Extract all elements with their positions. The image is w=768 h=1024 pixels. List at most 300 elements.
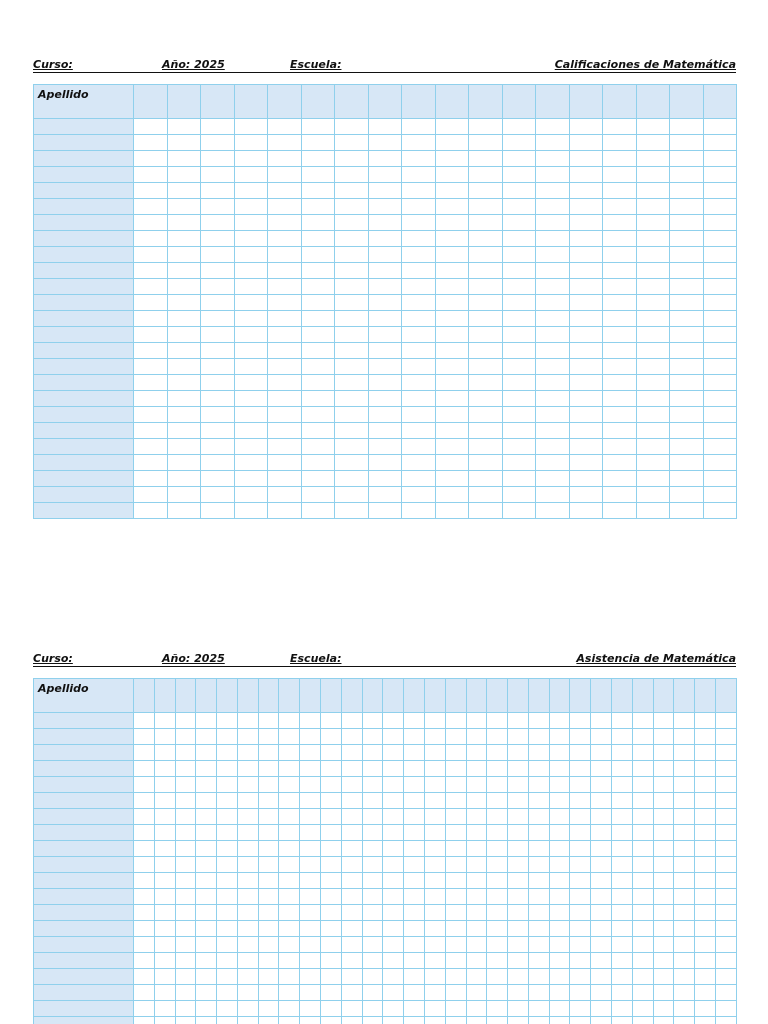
- grid-cell[interactable]: [636, 471, 670, 487]
- grid-cell[interactable]: [487, 905, 508, 921]
- grid-cell[interactable]: [268, 343, 302, 359]
- grid-cell[interactable]: [134, 135, 168, 151]
- grid-cell[interactable]: [335, 503, 369, 519]
- student-name-cell[interactable]: [34, 889, 134, 905]
- grid-cell[interactable]: [715, 969, 736, 985]
- student-name-cell[interactable]: [34, 391, 134, 407]
- grid-cell[interactable]: [258, 937, 279, 953]
- grid-cell[interactable]: [695, 937, 716, 953]
- grid-cell[interactable]: [383, 745, 404, 761]
- grid-cell[interactable]: [300, 905, 321, 921]
- grid-cell[interactable]: [435, 471, 469, 487]
- grid-cell[interactable]: [268, 167, 302, 183]
- grid-cell[interactable]: [368, 183, 402, 199]
- grid-cell[interactable]: [404, 873, 425, 889]
- grid-cell[interactable]: [321, 761, 342, 777]
- grid-cell[interactable]: [528, 745, 549, 761]
- grid-cell[interactable]: [674, 857, 695, 873]
- header-cell[interactable]: [549, 679, 570, 713]
- grid-cell[interactable]: [569, 135, 603, 151]
- grid-cell[interactable]: [279, 921, 300, 937]
- grid-cell[interactable]: [217, 1001, 238, 1017]
- grid-cell[interactable]: [268, 327, 302, 343]
- grid-cell[interactable]: [611, 1001, 632, 1017]
- grid-cell[interactable]: [321, 889, 342, 905]
- grid-cell[interactable]: [368, 391, 402, 407]
- grid-cell[interactable]: [670, 311, 704, 327]
- grid-cell[interactable]: [300, 729, 321, 745]
- grid-cell[interactable]: [570, 857, 591, 873]
- grid-cell[interactable]: [362, 937, 383, 953]
- student-name-cell[interactable]: [34, 215, 134, 231]
- grid-cell[interactable]: [301, 119, 335, 135]
- grid-cell[interactable]: [591, 793, 612, 809]
- grid-cell[interactable]: [301, 407, 335, 423]
- grid-cell[interactable]: [341, 937, 362, 953]
- grid-cell[interactable]: [632, 905, 653, 921]
- grid-cell[interactable]: [234, 167, 268, 183]
- grid-cell[interactable]: [570, 1001, 591, 1017]
- grid-cell[interactable]: [569, 183, 603, 199]
- grid-cell[interactable]: [528, 921, 549, 937]
- header-cell[interactable]: [196, 679, 217, 713]
- grid-cell[interactable]: [368, 455, 402, 471]
- grid-cell[interactable]: [134, 921, 155, 937]
- grid-cell[interactable]: [154, 969, 175, 985]
- grid-cell[interactable]: [237, 953, 258, 969]
- grid-cell[interactable]: [469, 135, 503, 151]
- grid-cell[interactable]: [591, 1017, 612, 1024]
- grid-cell[interactable]: [383, 825, 404, 841]
- grid-cell[interactable]: [536, 359, 570, 375]
- grid-cell[interactable]: [383, 777, 404, 793]
- grid-cell[interactable]: [502, 359, 536, 375]
- grid-cell[interactable]: [196, 921, 217, 937]
- student-name-cell[interactable]: [34, 279, 134, 295]
- grid-cell[interactable]: [402, 327, 436, 343]
- grid-cell[interactable]: [570, 777, 591, 793]
- grid-cell[interactable]: [536, 471, 570, 487]
- grid-cell[interactable]: [653, 793, 674, 809]
- grid-cell[interactable]: [201, 343, 235, 359]
- grid-cell[interactable]: [502, 471, 536, 487]
- grid-cell[interactable]: [591, 825, 612, 841]
- grid-cell[interactable]: [167, 135, 201, 151]
- grid-cell[interactable]: [569, 503, 603, 519]
- grid-cell[interactable]: [201, 471, 235, 487]
- grid-cell[interactable]: [536, 263, 570, 279]
- grid-cell[interactable]: [383, 713, 404, 729]
- grid-cell[interactable]: [341, 809, 362, 825]
- grid-cell[interactable]: [402, 295, 436, 311]
- grid-cell[interactable]: [335, 247, 369, 263]
- grid-cell[interactable]: [703, 391, 737, 407]
- grid-cell[interactable]: [632, 889, 653, 905]
- grid-cell[interactable]: [383, 905, 404, 921]
- grid-cell[interactable]: [636, 135, 670, 151]
- grid-cell[interactable]: [258, 857, 279, 873]
- grid-cell[interactable]: [268, 471, 302, 487]
- grid-cell[interactable]: [402, 503, 436, 519]
- grid-cell[interactable]: [591, 857, 612, 873]
- grid-cell[interactable]: [445, 985, 466, 1001]
- grid-cell[interactable]: [167, 247, 201, 263]
- grid-cell[interactable]: [268, 151, 302, 167]
- grid-cell[interactable]: [237, 793, 258, 809]
- grid-cell[interactable]: [404, 809, 425, 825]
- grid-cell[interactable]: [167, 119, 201, 135]
- grid-cell[interactable]: [402, 359, 436, 375]
- grid-cell[interactable]: [341, 857, 362, 873]
- grid-cell[interactable]: [368, 487, 402, 503]
- grid-cell[interactable]: [435, 423, 469, 439]
- grid-cell[interactable]: [569, 311, 603, 327]
- grid-cell[interactable]: [445, 841, 466, 857]
- grid-cell[interactable]: [362, 713, 383, 729]
- grid-cell[interactable]: [362, 777, 383, 793]
- student-name-cell[interactable]: [34, 455, 134, 471]
- grid-cell[interactable]: [175, 809, 196, 825]
- grid-cell[interactable]: [134, 263, 168, 279]
- student-name-cell[interactable]: [34, 729, 134, 745]
- student-name-cell[interactable]: [34, 375, 134, 391]
- grid-cell[interactable]: [167, 343, 201, 359]
- grid-cell[interactable]: [603, 263, 637, 279]
- student-name-cell[interactable]: [34, 119, 134, 135]
- header-cell[interactable]: [268, 85, 302, 119]
- grid-cell[interactable]: [402, 151, 436, 167]
- grid-cell[interactable]: [300, 985, 321, 1001]
- grid-cell[interactable]: [335, 423, 369, 439]
- grid-cell[interactable]: [569, 487, 603, 503]
- grid-cell[interactable]: [134, 889, 155, 905]
- grid-cell[interactable]: [424, 985, 445, 1001]
- grid-cell[interactable]: [653, 1001, 674, 1017]
- grid-cell[interactable]: [549, 761, 570, 777]
- grid-cell[interactable]: [611, 729, 632, 745]
- grid-cell[interactable]: [335, 439, 369, 455]
- grid-cell[interactable]: [703, 279, 737, 295]
- student-name-cell[interactable]: [34, 183, 134, 199]
- grid-cell[interactable]: [300, 889, 321, 905]
- grid-cell[interactable]: [536, 183, 570, 199]
- student-name-cell[interactable]: [34, 471, 134, 487]
- grid-cell[interactable]: [549, 889, 570, 905]
- grid-cell[interactable]: [591, 761, 612, 777]
- grid-cell[interactable]: [466, 985, 487, 1001]
- grid-cell[interactable]: [424, 825, 445, 841]
- header-cell[interactable]: [570, 679, 591, 713]
- grid-cell[interactable]: [469, 279, 503, 295]
- grid-cell[interactable]: [335, 471, 369, 487]
- grid-cell[interactable]: [603, 199, 637, 215]
- grid-cell[interactable]: [258, 921, 279, 937]
- grid-cell[interactable]: [341, 777, 362, 793]
- grid-cell[interactable]: [279, 761, 300, 777]
- grid-cell[interactable]: [237, 777, 258, 793]
- grid-cell[interactable]: [508, 873, 529, 889]
- grid-cell[interactable]: [653, 889, 674, 905]
- grid-cell[interactable]: [154, 985, 175, 1001]
- grid-cell[interactable]: [258, 729, 279, 745]
- grid-cell[interactable]: [237, 857, 258, 873]
- grid-cell[interactable]: [508, 937, 529, 953]
- grid-cell[interactable]: [335, 135, 369, 151]
- grid-cell[interactable]: [469, 215, 503, 231]
- grid-cell[interactable]: [341, 985, 362, 1001]
- grid-cell[interactable]: [570, 873, 591, 889]
- grid-cell[interactable]: [674, 777, 695, 793]
- grid-cell[interactable]: [674, 921, 695, 937]
- grid-cell[interactable]: [591, 905, 612, 921]
- grid-cell[interactable]: [591, 921, 612, 937]
- grid-cell[interactable]: [569, 439, 603, 455]
- grid-cell[interactable]: [258, 1001, 279, 1017]
- grid-cell[interactable]: [300, 809, 321, 825]
- grid-cell[interactable]: [445, 777, 466, 793]
- grid-cell[interactable]: [611, 825, 632, 841]
- grid-cell[interactable]: [134, 439, 168, 455]
- grid-cell[interactable]: [603, 311, 637, 327]
- grid-cell[interactable]: [217, 873, 238, 889]
- grid-cell[interactable]: [268, 183, 302, 199]
- grid-cell[interactable]: [469, 375, 503, 391]
- grid-cell[interactable]: [445, 745, 466, 761]
- grid-cell[interactable]: [603, 215, 637, 231]
- grid-cell[interactable]: [632, 825, 653, 841]
- grid-cell[interactable]: [237, 1001, 258, 1017]
- student-name-cell[interactable]: [34, 921, 134, 937]
- grid-cell[interactable]: [279, 1017, 300, 1024]
- grid-cell[interactable]: [469, 455, 503, 471]
- grid-cell[interactable]: [383, 857, 404, 873]
- grid-cell[interactable]: [167, 311, 201, 327]
- grid-cell[interactable]: [368, 471, 402, 487]
- grid-cell[interactable]: [134, 905, 155, 921]
- grid-cell[interactable]: [466, 953, 487, 969]
- grid-cell[interactable]: [695, 777, 716, 793]
- grid-cell[interactable]: [487, 745, 508, 761]
- grid-cell[interactable]: [321, 857, 342, 873]
- grid-cell[interactable]: [335, 311, 369, 327]
- grid-cell[interactable]: [154, 713, 175, 729]
- grid-cell[interactable]: [674, 889, 695, 905]
- grid-cell[interactable]: [341, 905, 362, 921]
- grid-cell[interactable]: [201, 311, 235, 327]
- grid-cell[interactable]: [335, 199, 369, 215]
- grid-cell[interactable]: [335, 279, 369, 295]
- grid-cell[interactable]: [341, 1001, 362, 1017]
- grid-cell[interactable]: [570, 889, 591, 905]
- grid-cell[interactable]: [603, 279, 637, 295]
- grid-cell[interactable]: [300, 841, 321, 857]
- grid-cell[interactable]: [536, 407, 570, 423]
- grid-cell[interactable]: [196, 953, 217, 969]
- grid-cell[interactable]: [715, 857, 736, 873]
- grid-cell[interactable]: [502, 343, 536, 359]
- student-name-cell[interactable]: [34, 199, 134, 215]
- grid-cell[interactable]: [154, 1017, 175, 1024]
- grid-cell[interactable]: [234, 295, 268, 311]
- grid-cell[interactable]: [549, 857, 570, 873]
- grid-cell[interactable]: [383, 921, 404, 937]
- grid-cell[interactable]: [632, 745, 653, 761]
- header-cell[interactable]: [487, 679, 508, 713]
- grid-cell[interactable]: [341, 761, 362, 777]
- header-cell[interactable]: [435, 85, 469, 119]
- grid-cell[interactable]: [487, 1001, 508, 1017]
- grid-cell[interactable]: [167, 487, 201, 503]
- grid-cell[interactable]: [134, 167, 168, 183]
- grid-cell[interactable]: [167, 423, 201, 439]
- grid-cell[interactable]: [435, 487, 469, 503]
- grid-cell[interactable]: [703, 375, 737, 391]
- grid-cell[interactable]: [321, 985, 342, 1001]
- grid-cell[interactable]: [383, 841, 404, 857]
- grid-cell[interactable]: [466, 745, 487, 761]
- grid-cell[interactable]: [268, 199, 302, 215]
- grid-cell[interactable]: [335, 391, 369, 407]
- grid-cell[interactable]: [611, 1017, 632, 1024]
- grid-cell[interactable]: [175, 825, 196, 841]
- grid-cell[interactable]: [300, 873, 321, 889]
- grid-cell[interactable]: [201, 199, 235, 215]
- grid-cell[interactable]: [279, 889, 300, 905]
- grid-cell[interactable]: [549, 793, 570, 809]
- grid-cell[interactable]: [368, 263, 402, 279]
- grid-cell[interactable]: [362, 873, 383, 889]
- grid-cell[interactable]: [279, 793, 300, 809]
- grid-cell[interactable]: [569, 359, 603, 375]
- grid-cell[interactable]: [536, 295, 570, 311]
- grid-cell[interactable]: [402, 263, 436, 279]
- grid-cell[interactable]: [674, 809, 695, 825]
- grid-cell[interactable]: [445, 905, 466, 921]
- grid-cell[interactable]: [368, 439, 402, 455]
- grid-cell[interactable]: [508, 985, 529, 1001]
- grid-cell[interactable]: [321, 1017, 342, 1024]
- grid-cell[interactable]: [196, 1017, 217, 1024]
- grid-cell[interactable]: [469, 263, 503, 279]
- grid-cell[interactable]: [362, 745, 383, 761]
- grid-cell[interactable]: [508, 793, 529, 809]
- grid-cell[interactable]: [279, 857, 300, 873]
- grid-cell[interactable]: [670, 471, 704, 487]
- grid-cell[interactable]: [636, 263, 670, 279]
- grid-cell[interactable]: [674, 825, 695, 841]
- grid-cell[interactable]: [404, 921, 425, 937]
- grid-cell[interactable]: [279, 777, 300, 793]
- grid-cell[interactable]: [301, 391, 335, 407]
- grid-cell[interactable]: [258, 809, 279, 825]
- grid-cell[interactable]: [321, 825, 342, 841]
- grid-cell[interactable]: [268, 279, 302, 295]
- header-cell[interactable]: [715, 679, 736, 713]
- grid-cell[interactable]: [237, 969, 258, 985]
- grid-cell[interactable]: [424, 713, 445, 729]
- grid-cell[interactable]: [404, 793, 425, 809]
- grid-cell[interactable]: [435, 295, 469, 311]
- grid-cell[interactable]: [301, 279, 335, 295]
- grid-cell[interactable]: [570, 841, 591, 857]
- grid-cell[interactable]: [466, 921, 487, 937]
- grid-cell[interactable]: [715, 937, 736, 953]
- grid-cell[interactable]: [175, 777, 196, 793]
- grid-cell[interactable]: [268, 455, 302, 471]
- grid-cell[interactable]: [549, 905, 570, 921]
- grid-cell[interactable]: [301, 231, 335, 247]
- grid-cell[interactable]: [424, 777, 445, 793]
- grid-cell[interactable]: [502, 231, 536, 247]
- grid-cell[interactable]: [703, 263, 737, 279]
- grid-cell[interactable]: [469, 167, 503, 183]
- grid-cell[interactable]: [300, 969, 321, 985]
- header-cell[interactable]: [569, 85, 603, 119]
- grid-cell[interactable]: [569, 407, 603, 423]
- grid-cell[interactable]: [217, 857, 238, 873]
- grid-cell[interactable]: [508, 953, 529, 969]
- grid-cell[interactable]: [466, 809, 487, 825]
- grid-cell[interactable]: [362, 857, 383, 873]
- grid-cell[interactable]: [237, 745, 258, 761]
- grid-cell[interactable]: [695, 825, 716, 841]
- grid-cell[interactable]: [341, 825, 362, 841]
- header-cell[interactable]: [134, 85, 168, 119]
- grid-cell[interactable]: [670, 135, 704, 151]
- grid-cell[interactable]: [569, 151, 603, 167]
- header-cell[interactable]: [502, 85, 536, 119]
- grid-cell[interactable]: [196, 729, 217, 745]
- grid-cell[interactable]: [258, 793, 279, 809]
- header-cell[interactable]: [695, 679, 716, 713]
- grid-cell[interactable]: [536, 375, 570, 391]
- grid-cell[interactable]: [674, 729, 695, 745]
- header-cell[interactable]: [469, 85, 503, 119]
- grid-cell[interactable]: [234, 263, 268, 279]
- header-cell[interactable]: [383, 679, 404, 713]
- grid-cell[interactable]: [335, 119, 369, 135]
- grid-cell[interactable]: [603, 295, 637, 311]
- grid-cell[interactable]: [570, 825, 591, 841]
- grid-cell[interactable]: [134, 359, 168, 375]
- grid-cell[interactable]: [134, 873, 155, 889]
- grid-cell[interactable]: [154, 905, 175, 921]
- grid-cell[interactable]: [508, 1001, 529, 1017]
- grid-cell[interactable]: [258, 969, 279, 985]
- grid-cell[interactable]: [321, 969, 342, 985]
- grid-cell[interactable]: [549, 1017, 570, 1024]
- grid-cell[interactable]: [154, 729, 175, 745]
- grid-cell[interactable]: [715, 905, 736, 921]
- header-cell[interactable]: [234, 85, 268, 119]
- grid-cell[interactable]: [569, 327, 603, 343]
- header-cell[interactable]: [301, 85, 335, 119]
- grid-cell[interactable]: [300, 713, 321, 729]
- grid-cell[interactable]: [279, 905, 300, 921]
- grid-cell[interactable]: [383, 793, 404, 809]
- grid-cell[interactable]: [201, 295, 235, 311]
- grid-cell[interactable]: [466, 761, 487, 777]
- grid-cell[interactable]: [632, 793, 653, 809]
- grid-cell[interactable]: [175, 713, 196, 729]
- grid-cell[interactable]: [368, 407, 402, 423]
- grid-cell[interactable]: [695, 841, 716, 857]
- grid-cell[interactable]: [234, 151, 268, 167]
- grid-cell[interactable]: [196, 985, 217, 1001]
- grid-cell[interactable]: [487, 809, 508, 825]
- grid-cell[interactable]: [632, 969, 653, 985]
- grid-cell[interactable]: [569, 199, 603, 215]
